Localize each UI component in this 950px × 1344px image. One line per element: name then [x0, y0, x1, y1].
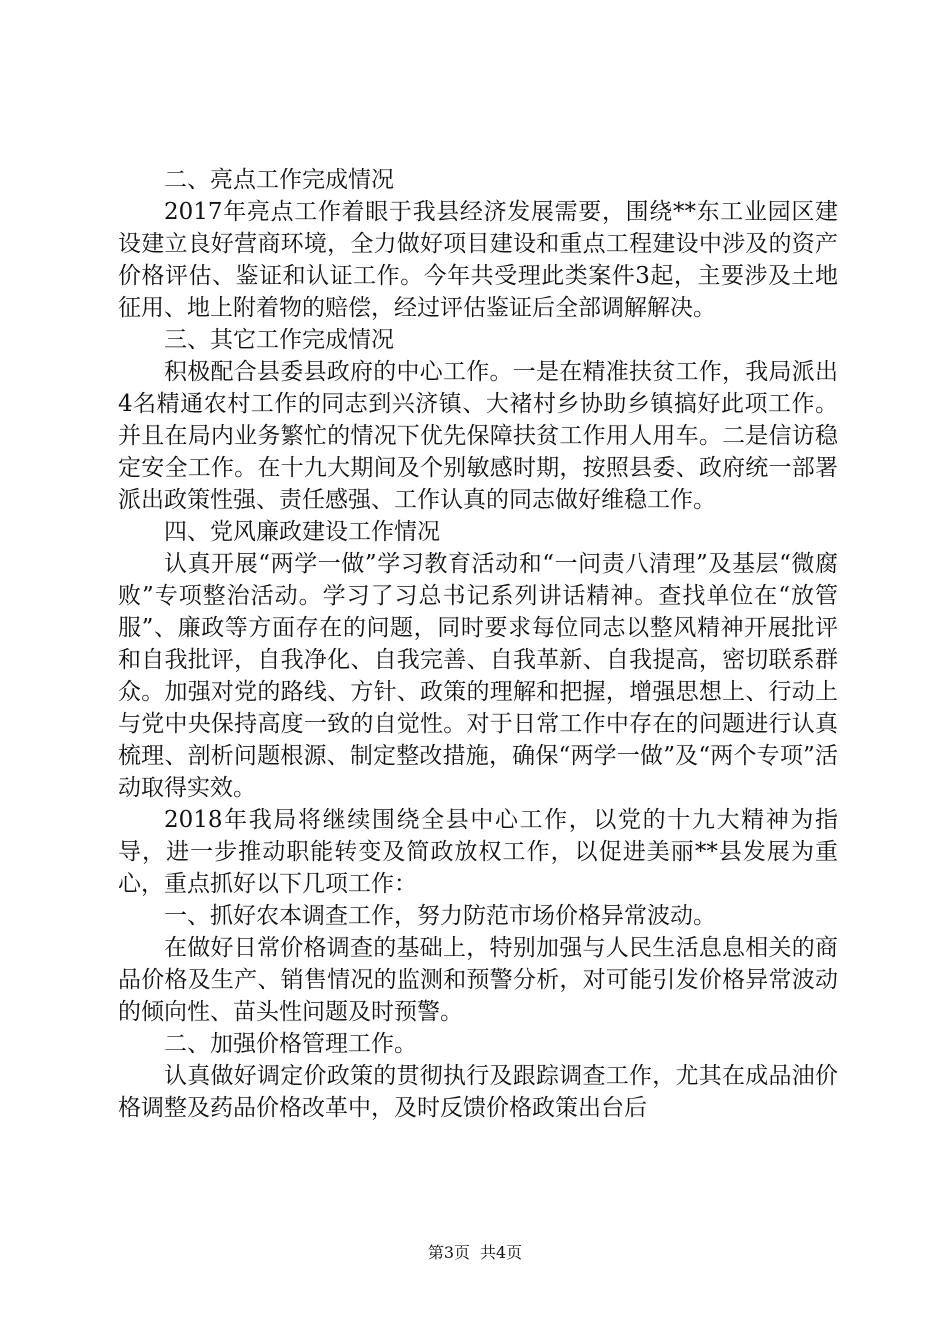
paragraph-price-management: 认真做好调定价政策的贯彻执行及跟踪调查工作，尤其在成品油价格调整及药品价格改革中，及时反馈价格政策出台后 [118, 1063, 838, 1121]
paragraph-party-conduct: 认真开展“两学一做”学习教育活动和“一问责八清理”及基层“微腐败”专项整治活动。学习了习总书记系列讲话精神。查找单位在“放管服”、廉政等方面存在的问题，同时要求每位同志以整风精神开展批评和自我批评，自我净化、自我完善、自我革新、自我提高，密切联系群众。加强对党的路线、方针、政策的理解和把握，增强思想上、行动上与党中央保持高度一致的自觉性。对于日常工作中存在的问题进行认真梳理、剖析问题根源、制定整改措施，确保“两学一做”及“两个专项”活动取得实效。 [118, 551, 838, 801]
page-total: 共4页 [480, 1243, 523, 1262]
section-heading-highlights: 二、亮点工作完成情况 [164, 167, 394, 193]
page-footer [0, 1243, 950, 1263]
page-number: 第3页 [427, 1243, 470, 1262]
document-body [118, 164, 838, 1124]
paragraph-2018-plan: 2018年我局将继续围绕全县中心工作，以党的十九大精神为指导，进一步推动职能转变及简政放权工作，以促进美丽**县发展为重心，重点抓好以下几项工作： [118, 807, 838, 897]
section-heading-cost-survey: 一、抓好农本调查工作，努力防范市场价格异常波动。 [164, 903, 716, 929]
section-heading-party-conduct: 四、党风廉政建设工作情况 [164, 519, 440, 545]
paragraph-other-work: 积极配合县委县政府的中心工作。一是在精准扶贫工作，我局派出4名精通农村工作的同志到兴济镇、大褚村乡协助乡镇搞好此项工作。并且在局内业务繁忙的情况下优先保障扶贫工作用人用车。二是信访稳定安全工作。在十九大期间及个别敏感时期，按照县委、政府统一部署派出政策性强、责任感强、工作认真的同志做好维稳工作。 [118, 359, 838, 513]
paragraph-highlights: 2017年亮点工作着眼于我县经济发展需要，围绕**东工业园区建设建立良好营商环境，全力做好项目建设和重点工程建设中涉及的资产价格评估、鉴证和认证工作。今年共受理此类案件3起，主要涉及土地征用、地上附着物的赔偿，经过评估鉴证后全部调解解决。 [118, 199, 838, 321]
section-heading-price-management: 二、加强价格管理工作。 [164, 1031, 417, 1057]
paragraph-cost-survey: 在做好日常价格调查的基础上，特别加强与人民生活息息相关的商品价格及生产、销售情况的监测和预警分析，对可能引发价格异常波动的倾向性、苗头性问题及时预警。 [118, 935, 838, 1025]
section-heading-other-work: 三、其它工作完成情况 [164, 327, 394, 353]
